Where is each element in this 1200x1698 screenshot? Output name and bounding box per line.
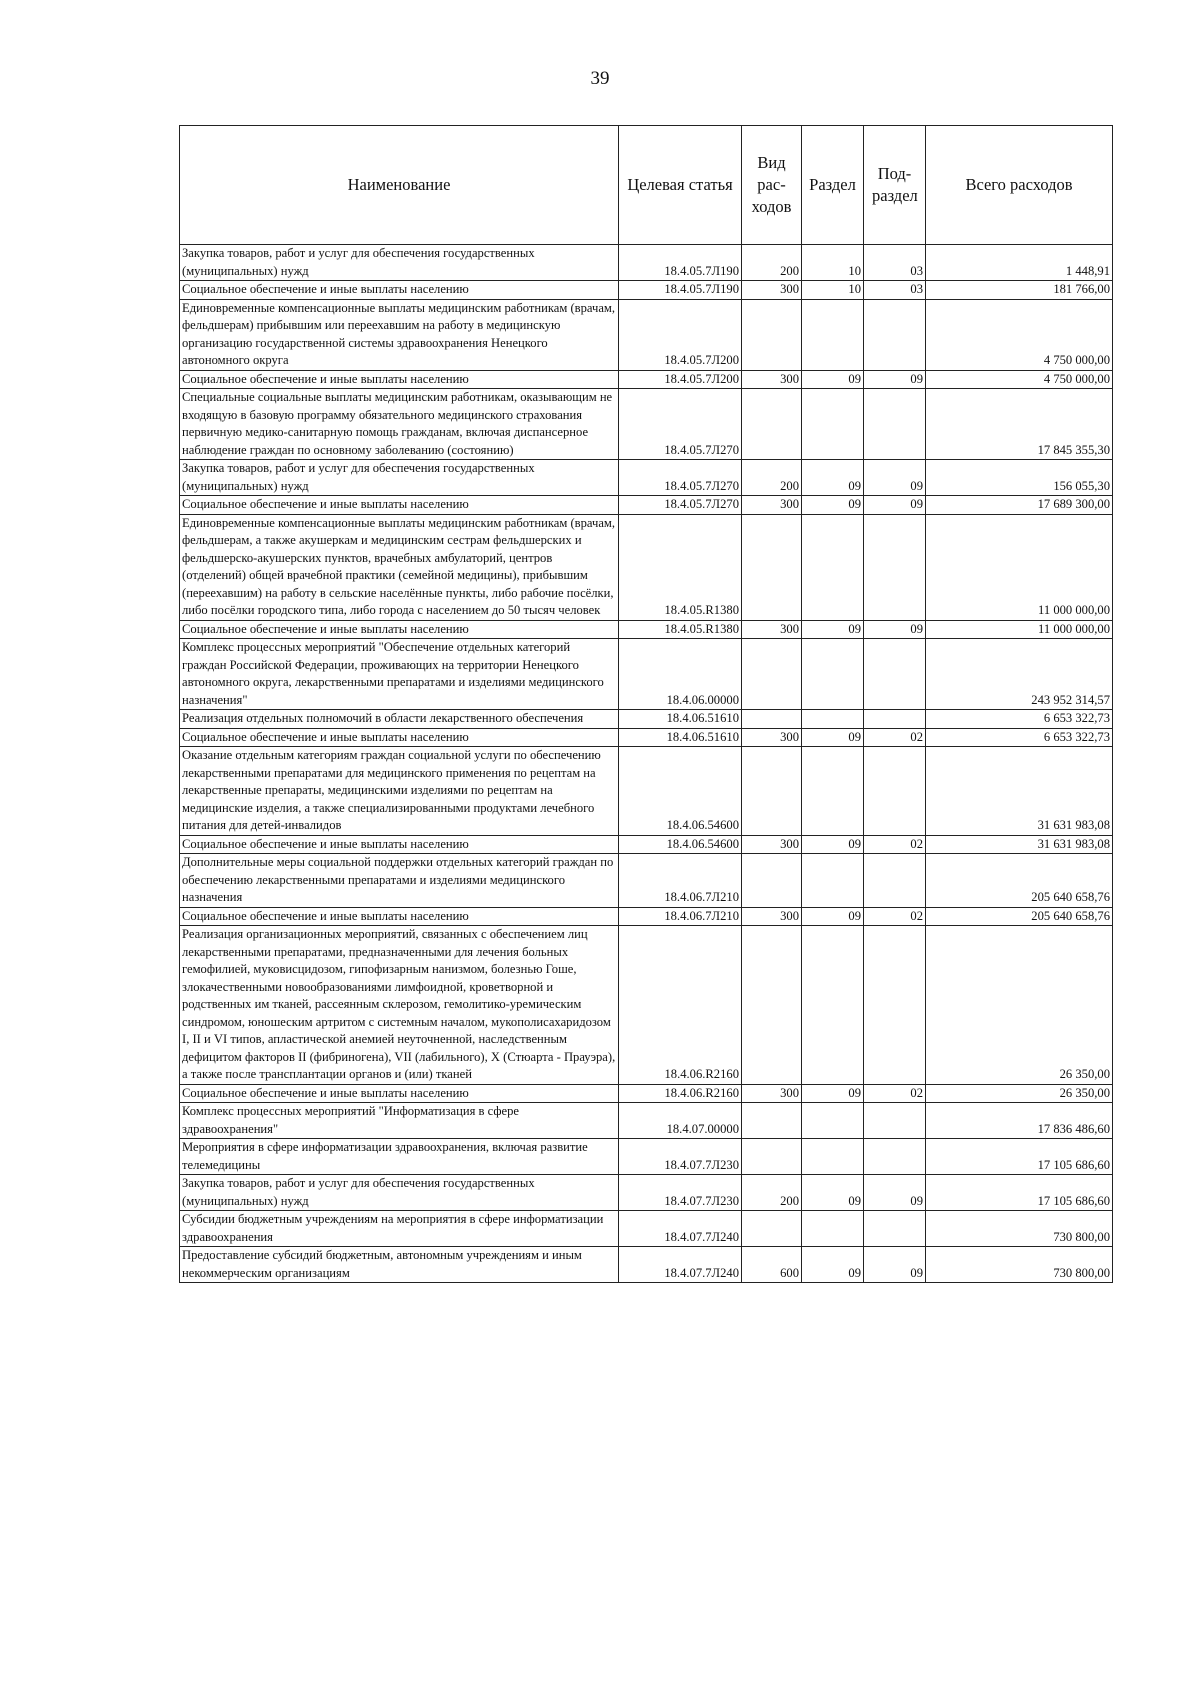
cell-subsection: 09 [864, 620, 926, 639]
cell-name: Закупка товаров, работ и услуг для обеспечения государственных (муниципальных) нужд [180, 460, 619, 496]
cell-name: Социальное обеспечение и иные выплаты населению [180, 907, 619, 926]
cell-target-article: 18.4.05.7Л190 [619, 281, 742, 300]
cell-total: 31 631 983,08 [926, 835, 1113, 854]
cell-expense-type [742, 639, 802, 710]
cell-name: Специальные социальные выплаты медицинским работникам, оказывающим не входящую в базовую программу обязательного медицинского страхования первичную медико-санитарную помощь гражданам, включая диспансерное наблюдение граждан по основному заболеванию (состоянию) [180, 389, 619, 460]
cell-section: 09 [802, 1175, 864, 1211]
cell-expense-type: 300 [742, 835, 802, 854]
cell-expense-type: 200 [742, 460, 802, 496]
cell-subsection: 09 [864, 370, 926, 389]
cell-total: 17 836 486,60 [926, 1103, 1113, 1139]
cell-name: Социальное обеспечение и иные выплаты населению [180, 370, 619, 389]
header-section: Раздел [802, 126, 864, 245]
cell-total: 730 800,00 [926, 1247, 1113, 1283]
cell-target-article: 18.4.05.7Л270 [619, 460, 742, 496]
cell-expense-type [742, 1139, 802, 1175]
cell-total: 31 631 983,08 [926, 747, 1113, 836]
cell-name: Закупка товаров, работ и услуг для обеспечения государственных (муниципальных) нужд [180, 1175, 619, 1211]
cell-total: 11 000 000,00 [926, 620, 1113, 639]
cell-section: 09 [802, 620, 864, 639]
cell-subsection [864, 747, 926, 836]
table-row [180, 907, 1113, 926]
cell-expense-type [742, 1211, 802, 1247]
cell-name: Комплекс процессных мероприятий "Обеспечение отдельных категорий граждан Российской Федерации, проживающих на территории Ненецкого автономного округа, лекарственными препаратами и изделиями медицинского назначения" [180, 639, 619, 710]
header-expense-type: Вид рас-ходов [742, 126, 802, 245]
cell-expense-type: 300 [742, 620, 802, 639]
cell-expense-type: 300 [742, 907, 802, 926]
cell-total: 730 800,00 [926, 1211, 1113, 1247]
cell-expense-type [742, 710, 802, 729]
cell-subsection [864, 389, 926, 460]
table-row [180, 514, 1113, 620]
cell-section: 09 [802, 728, 864, 747]
budget-table [179, 125, 1113, 1283]
cell-subsection [864, 926, 926, 1085]
cell-name: Социальное обеспечение и иные выплаты населению [180, 281, 619, 300]
cell-target-article: 18.4.06.7Л210 [619, 854, 742, 908]
cell-section [802, 639, 864, 710]
cell-subsection [864, 299, 926, 370]
cell-expense-type [742, 854, 802, 908]
cell-subsection: 03 [864, 281, 926, 300]
cell-total: 4 750 000,00 [926, 370, 1113, 389]
cell-subsection [864, 854, 926, 908]
cell-subsection [864, 514, 926, 620]
cell-name: Социальное обеспечение и иные выплаты населению [180, 620, 619, 639]
cell-expense-type: 300 [742, 370, 802, 389]
cell-target-article: 18.4.05.7Л270 [619, 496, 742, 515]
cell-expense-type [742, 389, 802, 460]
cell-total: 181 766,00 [926, 281, 1113, 300]
cell-section [802, 710, 864, 729]
cell-total: 1 448,91 [926, 245, 1113, 281]
cell-expense-type: 200 [742, 245, 802, 281]
cell-target-article: 18.4.06.54600 [619, 747, 742, 836]
cell-name: Социальное обеспечение и иные выплаты населению [180, 496, 619, 515]
cell-total: 17 845 355,30 [926, 389, 1113, 460]
cell-section: 09 [802, 460, 864, 496]
table-row [180, 1084, 1113, 1103]
table-row [180, 370, 1113, 389]
cell-target-article: 18.4.05.7Л200 [619, 299, 742, 370]
cell-section [802, 1211, 864, 1247]
cell-total: 11 000 000,00 [926, 514, 1113, 620]
cell-subsection: 09 [864, 460, 926, 496]
cell-target-article: 18.4.07.00000 [619, 1103, 742, 1139]
cell-subsection: 09 [864, 1175, 926, 1211]
cell-target-article: 18.4.06.R2160 [619, 926, 742, 1085]
table-row [180, 460, 1113, 496]
cell-section [802, 854, 864, 908]
cell-name: Единовременные компенсационные выплаты медицинским работникам (врачам, фельдшерам) прибывшим или переехавшим на работу в медицинскую организацию государственной системы здравоохранения Ненецкого автономного округа [180, 299, 619, 370]
table-row [180, 835, 1113, 854]
cell-name: Единовременные компенсационные выплаты медицинским работникам (врачам, фельдшерам, а также акушеркам и медицинским сестрам фельдшерских и фельдшерско-акушерских пунктов, врачебных амбулаторий, центров (отделений) общей врачебной практики (семейной медицины), прибывшим (переехавшим) на работу в сельские населённые пункты, либо рабочие посёлки, либо посёлки городского типа, либо города с населением до 50 тысяч человек [180, 514, 619, 620]
cell-name: Реализация организационных мероприятий, связанных с обеспечением лиц лекарственными препаратами, предназначенными для лечения больных гемофилией, муковисцидозом, гипофизарным нанизмом, болезнью Гоше, злокачественными новообразованиями лимфоидной, кроветворной и родственных им тканей, рассеянным склерозом, гемолитико-уремическим синдромом, юношеским артритом с системным началом, мукополисахаридозом I, II и VI типов, апластической анемией неуточненной, наследственным дефицитом факторов II (фибриногена), VII (лабильного), X (Стюарта - Прауэра), а также после трансплантации органов и (или) тканей [180, 926, 619, 1085]
header-subsection: Под-раздел [864, 126, 926, 245]
cell-target-article: 18.4.06.00000 [619, 639, 742, 710]
table-row [180, 1211, 1113, 1247]
cell-subsection [864, 1103, 926, 1139]
table-header-row [180, 126, 1113, 245]
cell-name: Социальное обеспечение и иные выплаты населению [180, 1084, 619, 1103]
cell-expense-type: 300 [742, 728, 802, 747]
cell-name: Реализация отдельных полномочий в области лекарственного обеспечения [180, 710, 619, 729]
table-row [180, 299, 1113, 370]
cell-name: Комплекс процессных мероприятий "Информатизация в сфере здравоохранения" [180, 1103, 619, 1139]
cell-total: 17 105 686,60 [926, 1175, 1113, 1211]
cell-section: 10 [802, 281, 864, 300]
cell-total: 17 105 686,60 [926, 1139, 1113, 1175]
cell-target-article: 18.4.05.R1380 [619, 620, 742, 639]
cell-section: 09 [802, 496, 864, 515]
cell-section [802, 1139, 864, 1175]
cell-name: Закупка товаров, работ и услуг для обеспечения государственных (муниципальных) нужд [180, 245, 619, 281]
cell-expense-type [742, 514, 802, 620]
cell-subsection [864, 710, 926, 729]
cell-expense-type: 600 [742, 1247, 802, 1283]
cell-target-article: 18.4.07.7Л240 [619, 1247, 742, 1283]
cell-total: 6 653 322,73 [926, 728, 1113, 747]
table-row [180, 389, 1113, 460]
cell-expense-type [742, 299, 802, 370]
cell-target-article: 18.4.05.7Л270 [619, 389, 742, 460]
cell-section: 10 [802, 245, 864, 281]
cell-total: 205 640 658,76 [926, 907, 1113, 926]
cell-total: 4 750 000,00 [926, 299, 1113, 370]
header-name: Наименование [180, 126, 619, 245]
cell-subsection: 02 [864, 728, 926, 747]
cell-subsection [864, 1211, 926, 1247]
table-row [180, 496, 1113, 515]
table-row [180, 747, 1113, 836]
cell-total: 243 952 314,57 [926, 639, 1113, 710]
cell-section: 09 [802, 907, 864, 926]
cell-total: 6 653 322,73 [926, 710, 1113, 729]
cell-target-article: 18.4.05.7Л190 [619, 245, 742, 281]
cell-target-article: 18.4.07.7Л230 [619, 1175, 742, 1211]
cell-expense-type: 300 [742, 281, 802, 300]
cell-name: Социальное обеспечение и иные выплаты населению [180, 728, 619, 747]
cell-section [802, 1103, 864, 1139]
cell-expense-type: 200 [742, 1175, 802, 1211]
cell-subsection [864, 639, 926, 710]
table-row [180, 1103, 1113, 1139]
cell-name: Предоставление субсидий бюджетным, автономным учреждениям и иным некоммерческим организациям [180, 1247, 619, 1283]
cell-subsection: 02 [864, 1084, 926, 1103]
cell-total: 205 640 658,76 [926, 854, 1113, 908]
table-row [180, 1175, 1113, 1211]
cell-subsection: 09 [864, 1247, 926, 1283]
cell-section: 09 [802, 1247, 864, 1283]
cell-expense-type: 300 [742, 1084, 802, 1103]
table-row [180, 281, 1113, 300]
cell-section: 09 [802, 370, 864, 389]
cell-name: Субсидии бюджетным учреждениям на мероприятия в сфере информатизации здравоохранения [180, 1211, 619, 1247]
table-row [180, 1247, 1113, 1283]
cell-section: 09 [802, 1084, 864, 1103]
page-number: 39 [590, 68, 610, 89]
cell-section [802, 299, 864, 370]
cell-section [802, 514, 864, 620]
cell-target-article: 18.4.05.R1380 [619, 514, 742, 620]
table-row [180, 710, 1113, 729]
cell-subsection: 09 [864, 496, 926, 515]
cell-subsection: 02 [864, 907, 926, 926]
cell-subsection: 03 [864, 245, 926, 281]
cell-name: Дополнительные меры социальной поддержки отдельных категорий граждан по обеспечению лекарственными препаратами и изделиями медицинского назначения [180, 854, 619, 908]
cell-target-article: 18.4.06.R2160 [619, 1084, 742, 1103]
cell-target-article: 18.4.05.7Л200 [619, 370, 742, 389]
cell-target-article: 18.4.06.51610 [619, 710, 742, 729]
cell-expense-type [742, 747, 802, 836]
cell-section [802, 926, 864, 1085]
cell-section [802, 389, 864, 460]
table-row [180, 620, 1113, 639]
cell-total: 17 689 300,00 [926, 496, 1113, 515]
table-row [180, 1139, 1113, 1175]
table-row [180, 639, 1113, 710]
table-row [180, 854, 1113, 908]
table-row [180, 728, 1113, 747]
cell-target-article: 18.4.06.7Л210 [619, 907, 742, 926]
cell-section [802, 747, 864, 836]
header-total: Всего расходов [926, 126, 1113, 245]
cell-name: Оказание отдельным категориям граждан социальной услуги по обеспечению лекарственными препаратами для медицинского применения по рецептам на лекарственные препараты, медицинскими изделиями по рецептам на медицинские изделия, а также специализированными продуктами лечебного питания для детей-инвалидов [180, 747, 619, 836]
cell-subsection [864, 1139, 926, 1175]
cell-subsection: 02 [864, 835, 926, 854]
cell-name: Социальное обеспечение и иные выплаты населению [180, 835, 619, 854]
cell-total: 156 055,30 [926, 460, 1113, 496]
table-row [180, 926, 1113, 1085]
cell-expense-type: 300 [742, 496, 802, 515]
header-target-article: Целевая статья [619, 126, 742, 245]
cell-expense-type [742, 926, 802, 1085]
table-row [180, 245, 1113, 281]
cell-total: 26 350,00 [926, 1084, 1113, 1103]
cell-target-article: 18.4.07.7Л240 [619, 1211, 742, 1247]
cell-total: 26 350,00 [926, 926, 1113, 1085]
cell-section: 09 [802, 835, 864, 854]
cell-target-article: 18.4.07.7Л230 [619, 1139, 742, 1175]
cell-expense-type [742, 1103, 802, 1139]
cell-target-article: 18.4.06.51610 [619, 728, 742, 747]
table-body [180, 245, 1113, 1283]
cell-name: Мероприятия в сфере информатизации здравоохранения, включая развитие телемедицины [180, 1139, 619, 1175]
cell-target-article: 18.4.06.54600 [619, 835, 742, 854]
